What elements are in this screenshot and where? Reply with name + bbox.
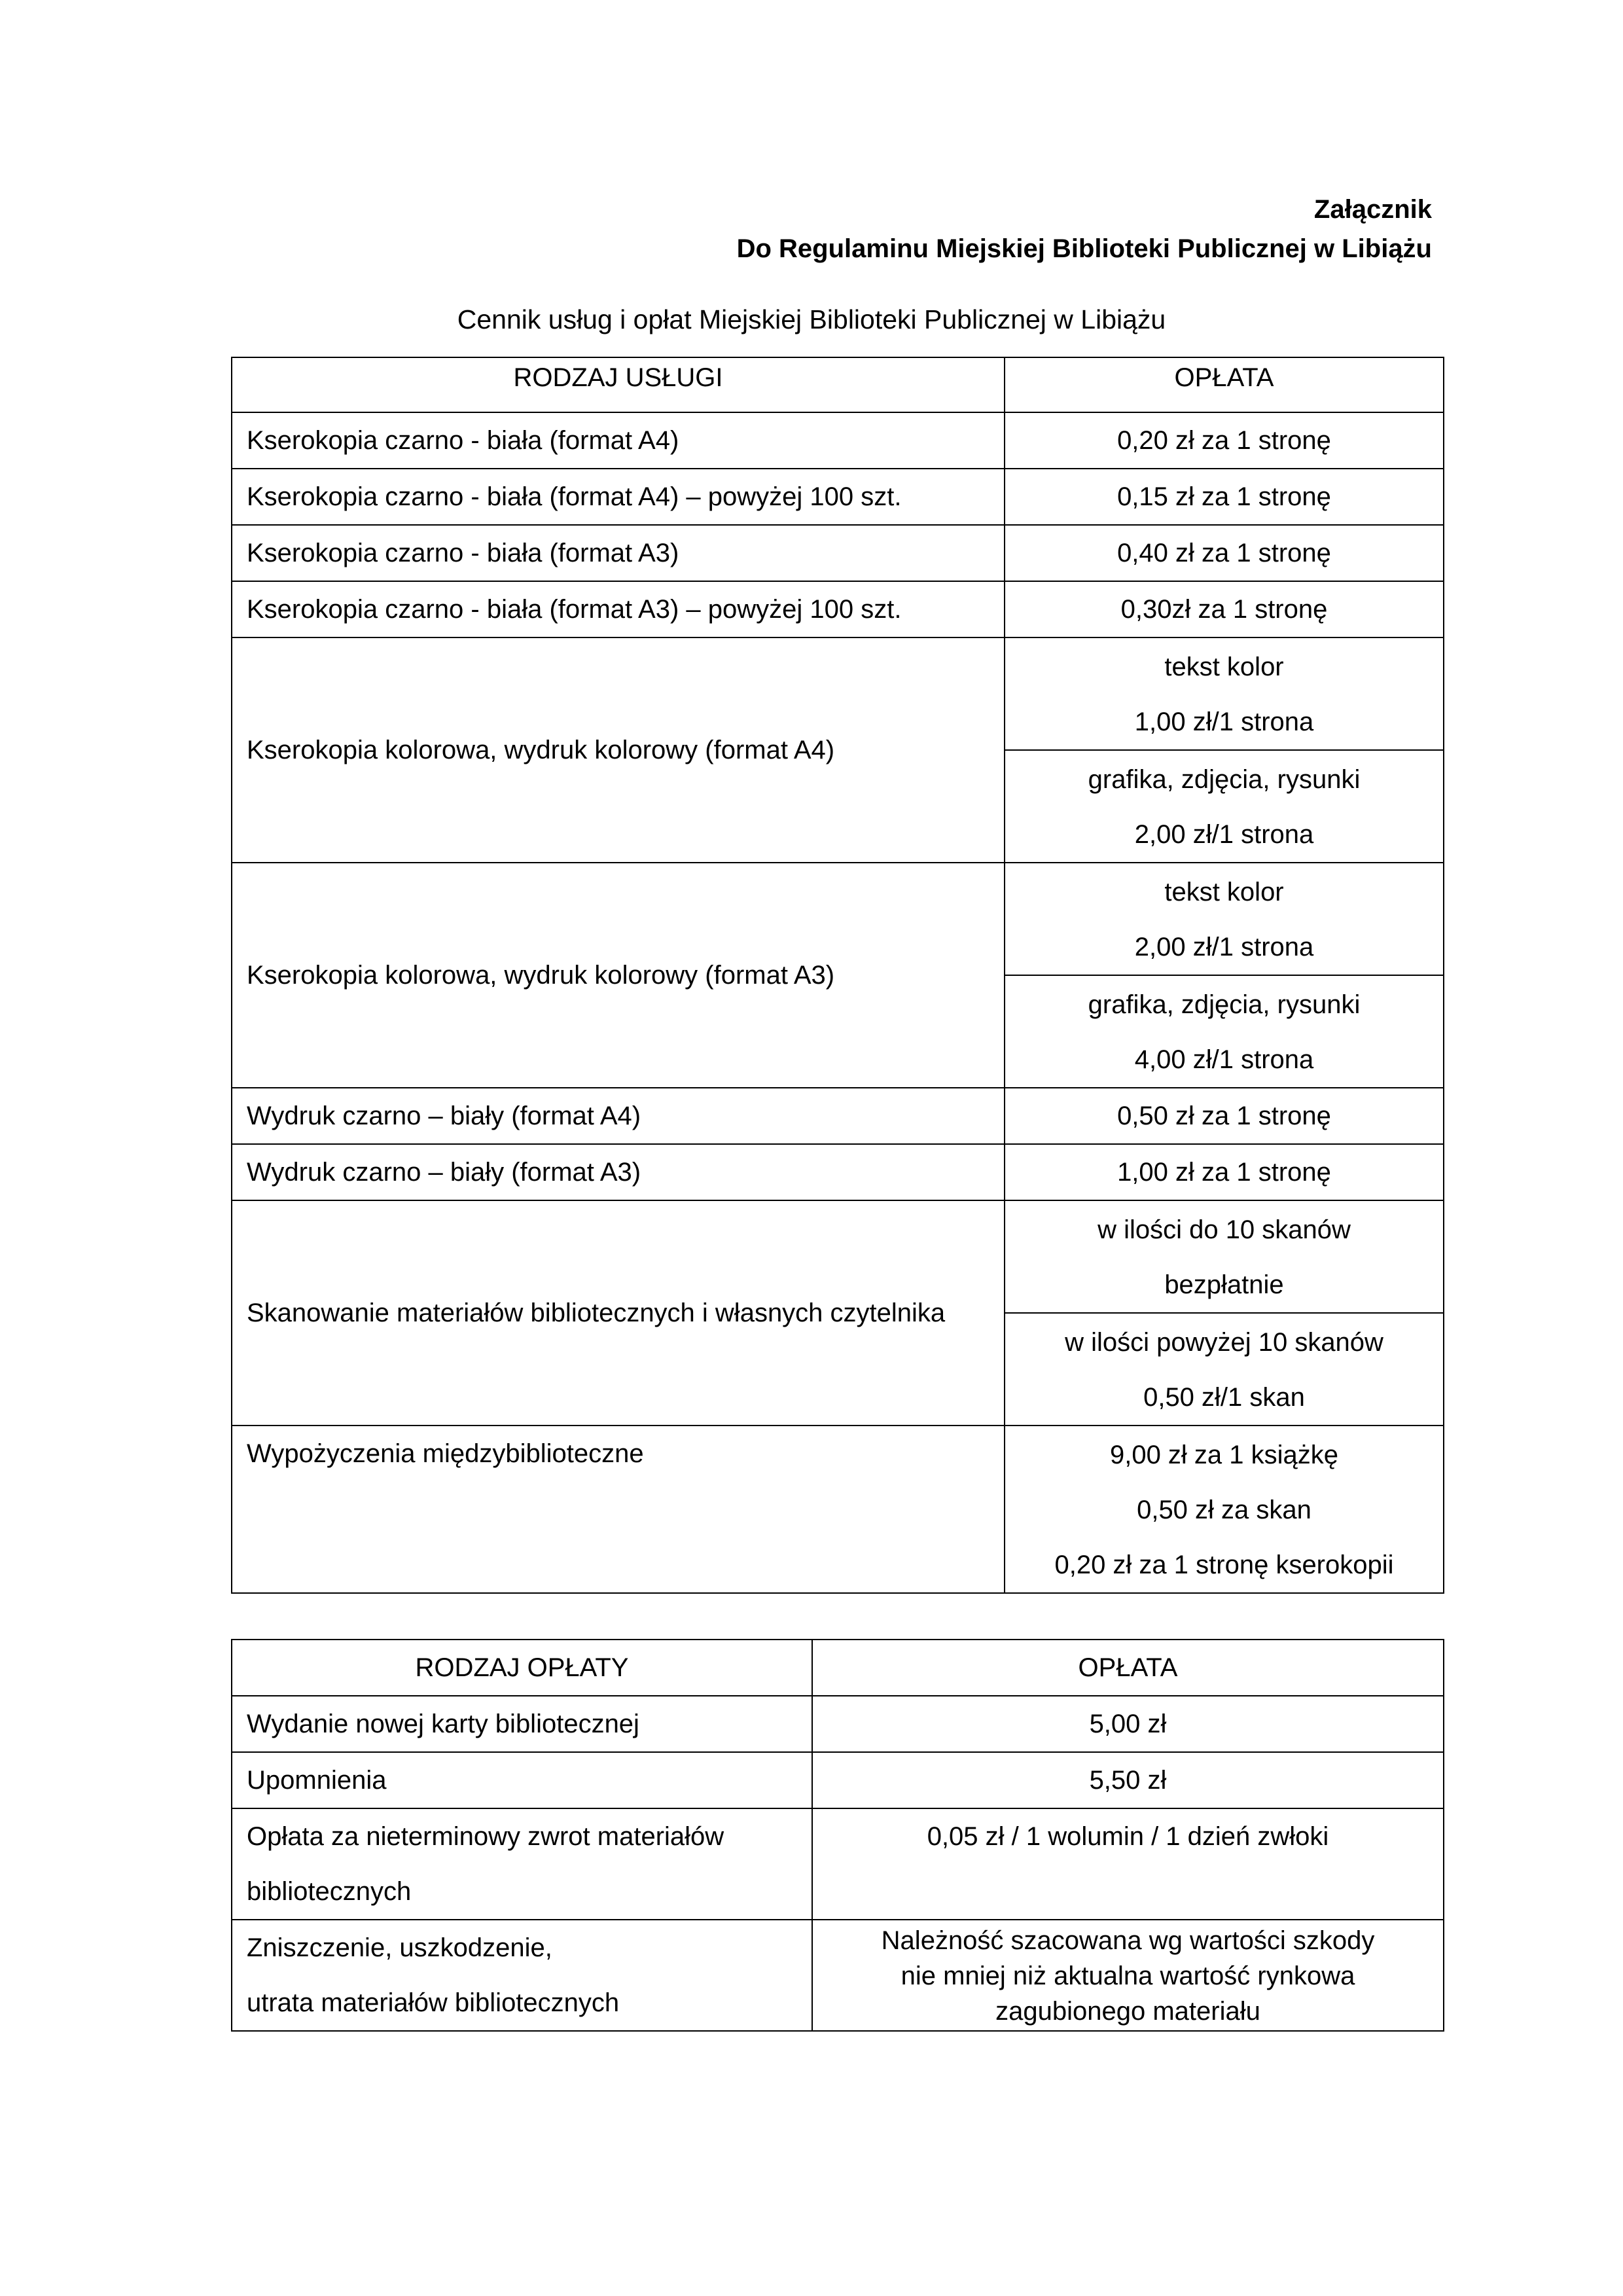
service-name: Kserokopia czarno - biała (format A4): [232, 412, 1005, 469]
fee-amount: 5,50 zł: [812, 1752, 1444, 1808]
column-header-service: RODZAJ USŁUGI: [232, 357, 1005, 412]
fee-type-name: [232, 1808, 812, 1920]
fee-value: 2,00 zł/1 strona: [1134, 933, 1314, 961]
table-row: [232, 1426, 1444, 1593]
service-name: Kserokopia czarno - biała (format A3) – powyżej 100 szt.: [232, 581, 1005, 637]
column-header-fee-type: RODZAJ OPŁATY: [232, 1640, 812, 1696]
fee-category: tekst kolor: [1164, 653, 1284, 681]
service-name: Kserokopia kolorowa, wydruk kolorowy (format A3): [232, 863, 1005, 1088]
fee-value: bezpłatnie: [1164, 1270, 1284, 1299]
services-price-table: [231, 357, 1444, 1594]
attachment-label: Załącznik: [1313, 195, 1432, 224]
service-name: Wypożyczenia międzybiblioteczne: [232, 1426, 1005, 1593]
service-name: Skanowanie materiałów bibliotecznych i własnych czytelnika: [232, 1200, 1005, 1426]
service-name: Wydruk czarno – biały (format A3): [232, 1144, 1005, 1200]
service-fee: [1005, 975, 1444, 1088]
service-name: Wydruk czarno – biały (format A4): [232, 1088, 1005, 1144]
table-row: [232, 581, 1444, 637]
table-row: [232, 1752, 1444, 1808]
fee-line: Należność szacowana wg wartości szkody: [881, 1926, 1375, 1955]
fee-amount: 5,00 zł: [812, 1696, 1444, 1752]
fee-line: 0,50 zł za skan: [1137, 1496, 1311, 1524]
table-row: [232, 469, 1444, 525]
fees-price-table: [231, 1639, 1444, 2032]
fee-type-line: bibliotecznych: [247, 1877, 412, 1906]
table-row: [232, 1696, 1444, 1752]
fee-line: zagubionego materiału: [995, 1997, 1260, 2026]
fee-line: 0,20 zł za 1 stronę kserokopii: [1054, 1551, 1394, 1579]
fee-line: nie mniej niż aktualna wartość rynkowa: [901, 1962, 1355, 1990]
table-row: [232, 637, 1444, 750]
fee-type-line: Zniszczenie, uszkodzenie,: [247, 1933, 552, 1962]
fee-line: 9,00 zł za 1 książkę: [1109, 1441, 1339, 1469]
fee-type-name: Wydanie nowej karty bibliotecznej: [232, 1696, 812, 1752]
service-fee: [1005, 1426, 1444, 1593]
service-fee: [1005, 1313, 1444, 1426]
service-fee: [1005, 1200, 1444, 1313]
table-row: [232, 412, 1444, 469]
service-fee: [1005, 863, 1444, 975]
table-row: [232, 863, 1444, 975]
table-header-row: [232, 357, 1444, 412]
service-name: Kserokopia czarno - biała (format A4) – powyżej 100 szt.: [232, 469, 1005, 525]
fee-value: 0,50 zł/1 skan: [1143, 1383, 1305, 1412]
service-fee: 0,30zł za 1 stronę: [1005, 581, 1444, 637]
table-header-row: [232, 1640, 1444, 1696]
table-row: [232, 1808, 1444, 1920]
service-name: Kserokopia czarno - biała (format A3): [232, 525, 1005, 581]
fee-type-line: utrata materiałów bibliotecznych: [247, 1988, 620, 2017]
table-row: [232, 1144, 1444, 1200]
column-header-fee: OPŁATA: [1005, 357, 1444, 412]
fee-category: w ilości powyżej 10 skanów: [1065, 1328, 1383, 1357]
service-fee: 0,15 zł za 1 stronę: [1005, 469, 1444, 525]
service-fee: 0,20 zł za 1 stronę: [1005, 412, 1444, 469]
regulation-reference: Do Regulaminu Miejskiej Biblioteki Publicznej w Libiążu: [736, 234, 1432, 263]
fee-amount: [812, 1920, 1444, 2031]
fee-value: 1,00 zł/1 strona: [1134, 708, 1314, 736]
fee-type-name: Upomnienia: [232, 1752, 812, 1808]
fee-category: w ilości do 10 skanów: [1097, 1215, 1351, 1244]
fee-type-line: Opłata za nieterminowy zwrot materiałów: [247, 1822, 724, 1851]
table-row: [232, 1200, 1444, 1313]
service-fee: 0,40 zł za 1 stronę: [1005, 525, 1444, 581]
service-fee: [1005, 637, 1444, 750]
fee-type-name: [232, 1920, 812, 2031]
service-fee: 0,50 zł za 1 stronę: [1005, 1088, 1444, 1144]
fee-value: 2,00 zł/1 strona: [1134, 820, 1314, 849]
fee-amount: 0,05 zł / 1 wolumin / 1 dzień zwłoki: [812, 1808, 1444, 1920]
table-row: [232, 525, 1444, 581]
fee-category: grafika, zdjęcia, rysunki: [1088, 990, 1361, 1019]
service-name: Kserokopia kolorowa, wydruk kolorowy (format A4): [232, 637, 1005, 863]
fee-category: tekst kolor: [1164, 878, 1284, 906]
service-fee: [1005, 750, 1444, 863]
table-row: [232, 1088, 1444, 1144]
page-title: Cennik usług i opłat Miejskiej Biblioteki Publicznej w Libiążu: [457, 304, 1166, 334]
fee-category: grafika, zdjęcia, rysunki: [1088, 765, 1361, 794]
fee-value: 4,00 zł/1 strona: [1134, 1045, 1314, 1074]
table-row: [232, 1920, 1444, 2031]
document-header: [737, 190, 1432, 268]
service-fee: 1,00 zł za 1 stronę: [1005, 1144, 1444, 1200]
column-header-fee: OPŁATA: [812, 1640, 1444, 1696]
